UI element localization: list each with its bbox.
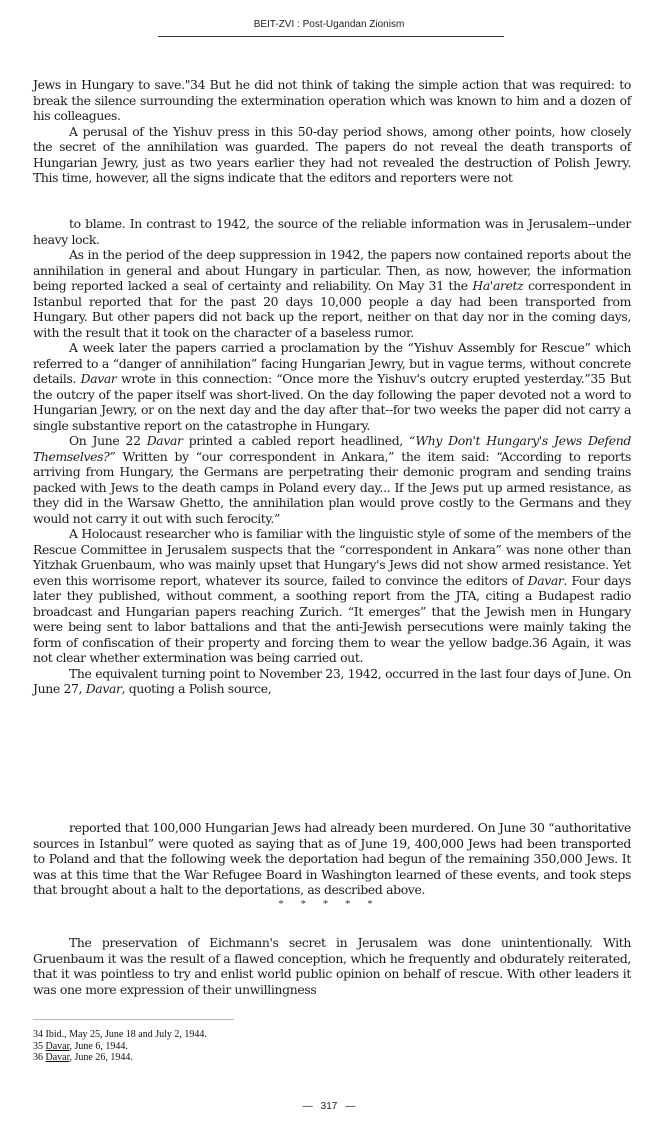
footnote-source: Davar xyxy=(45,1040,70,1052)
paragraph: Jews in Hungary to save."34 But he did not think of taking the simple action that was required: to break the silence surrounding the extermination operation which was known to him and a dozen of his colleagues. xyxy=(33,77,631,123)
paragraph: to blame. In contrast to 1942, the source of the reliable information was in Jerusalem--under heavy lock. xyxy=(33,216,631,247)
footnote-rule xyxy=(33,1019,234,1020)
text-block-lower xyxy=(33,820,631,898)
paragraph: On June 22 Davar printed a cabled report headlined, “Why Don't Hungary's Jews Defend Themselves?” Written by “our correspondent in Ankara,” the item said: “According to reports arriving from Hungary, the Germans are perpetrating their demonic program and sending trains packed with Jews to the death camps in Poland every day... If the Jews put up armed resistance, as they did in the Warsaw Ghetto, the annihilation plan would prove costly to the Germans and they would not carry it out with such ferocity.” xyxy=(33,433,631,526)
paragraph: reported that 100,000 Hungarian Jews had already been murdered. On June 30 “authoritative sources in Istanbul” were quoted as saying that as of June 19, 400,000 Jews had been transported to Poland and that the following week the deportation had begun of the remaining 350,000 Jews. It was at this time that the War Refugee Board in Washington learned of these events, and took steps that brought about a halt to the deportations, as described above. xyxy=(33,820,631,897)
text-block-bottom xyxy=(33,935,631,997)
paragraph: The preservation of Eichmann's secret in Jerusalem was done unintentionally. With Gruenbaum it was the result of a flawed conception, which he frequently and obdurately reiterated, that it was pointless to try and enlist world public opinion on behalf of rescue. With other leaders it was one more expression of their unwillingness xyxy=(33,935,631,997)
paragraph: The equivalent turning point to November 23, 1942, occurred in the last four days of June. On June 27, Davar, quoting a Polish source, xyxy=(33,665,631,696)
footnote: 36 Davar, June 26, 1944. xyxy=(33,1052,133,1063)
running-header: BEIT-ZVI : Post-Ugandan Zionism xyxy=(253,19,405,30)
italic-title: Ha'aretz xyxy=(472,278,524,293)
text-block-middle xyxy=(33,216,631,697)
paragraph: A Holocaust researcher who is familiar with the linguistic style of some of the members of the Rescue Committee in Jerusalem suspects that the “correspondent in Ankara” was none other than Yitzhak Gruenbaum, who was mainly upset that Hungary's Jews did not show armed resistance. Yet even this worrisome report, whatever its source, failed to convince the editors of Davar. Four days later they published, without comment, a soothing report from the JTA, citing a Budapest radio broadcast and Hungarian papers reaching Zurich. “It emerges” that the Jewish men in Hungary were being sent to labor battalions and that the anti-Jewish persecutions were mainly taking the form of confiscation of their property and forcing them to wear the yellow badge.36 Again, it was not clear whether extermination was being carried out. xyxy=(33,526,631,665)
italic-title: “Why Don't Hungary's Jews Defend Themselves?” xyxy=(33,433,631,464)
page-footer xyxy=(0,1101,658,1112)
page-dash-left: — xyxy=(302,1101,313,1112)
paragraph: A perusal of the Yishuv press in this 50-day period shows, among other points, how closely the secret of the annihilation was guarded. The papers do not reveal the death transports of Hungarian Jewry, just as two years earlier they had not revealed the destruction of Polish Jewry. This time, however, all the signs indicate that the editors and reporters were not xyxy=(33,123,631,185)
footnote: 35 Davar, June 6, 1944. xyxy=(33,1040,128,1052)
page-number: 317 xyxy=(320,1101,338,1112)
footnotes xyxy=(33,1029,207,1064)
italic-title: Davar xyxy=(85,681,122,696)
page-dash-right: — xyxy=(345,1101,356,1112)
paragraph: As in the period of the deep suppression in 1942, the papers now contained reports about the annihilation in general and about Hungary in particular. Then, as now, however, the information being reported lacked a seal of certainty and reliability. On May 31 the Ha'aretz correspondent in Istanbul reported that for the past 20 days 10,000 people a day had been transported from Hungary. But other papers did not back up the report, neither on that day nor in the coming days, with the result that it took on the character of a baseless rumor. xyxy=(33,247,631,340)
header-rule xyxy=(158,36,504,37)
footnote-source: Davar xyxy=(45,1052,70,1063)
paragraph: A week later the papers carried a proclamation by the “Yishuv Assembly for Rescue” which referred to a “danger of annihilation” facing Hungarian Jewry, but in vague terms, without concrete details. Davar wrote in this connection: “Once more the Yishuv's outcry erupted yesterday.”35 But the outcry of the paper itself was short-lived. On the day following the paper devoted not a word to Hungarian Jewry, or on the next day and the day after that--for two weeks the paper did not carry a single substantive report on the catastrophe in Hungary. xyxy=(33,340,631,433)
text-block-top xyxy=(33,77,631,186)
section-break: * * * * * xyxy=(278,898,380,910)
italic-title: Davar xyxy=(527,572,564,588)
italic-title: Davar xyxy=(146,433,183,448)
italic-title: Davar xyxy=(80,371,117,386)
footnote: 34 Ibid., May 25, June 18 and July 2, 1944. xyxy=(33,1029,207,1040)
